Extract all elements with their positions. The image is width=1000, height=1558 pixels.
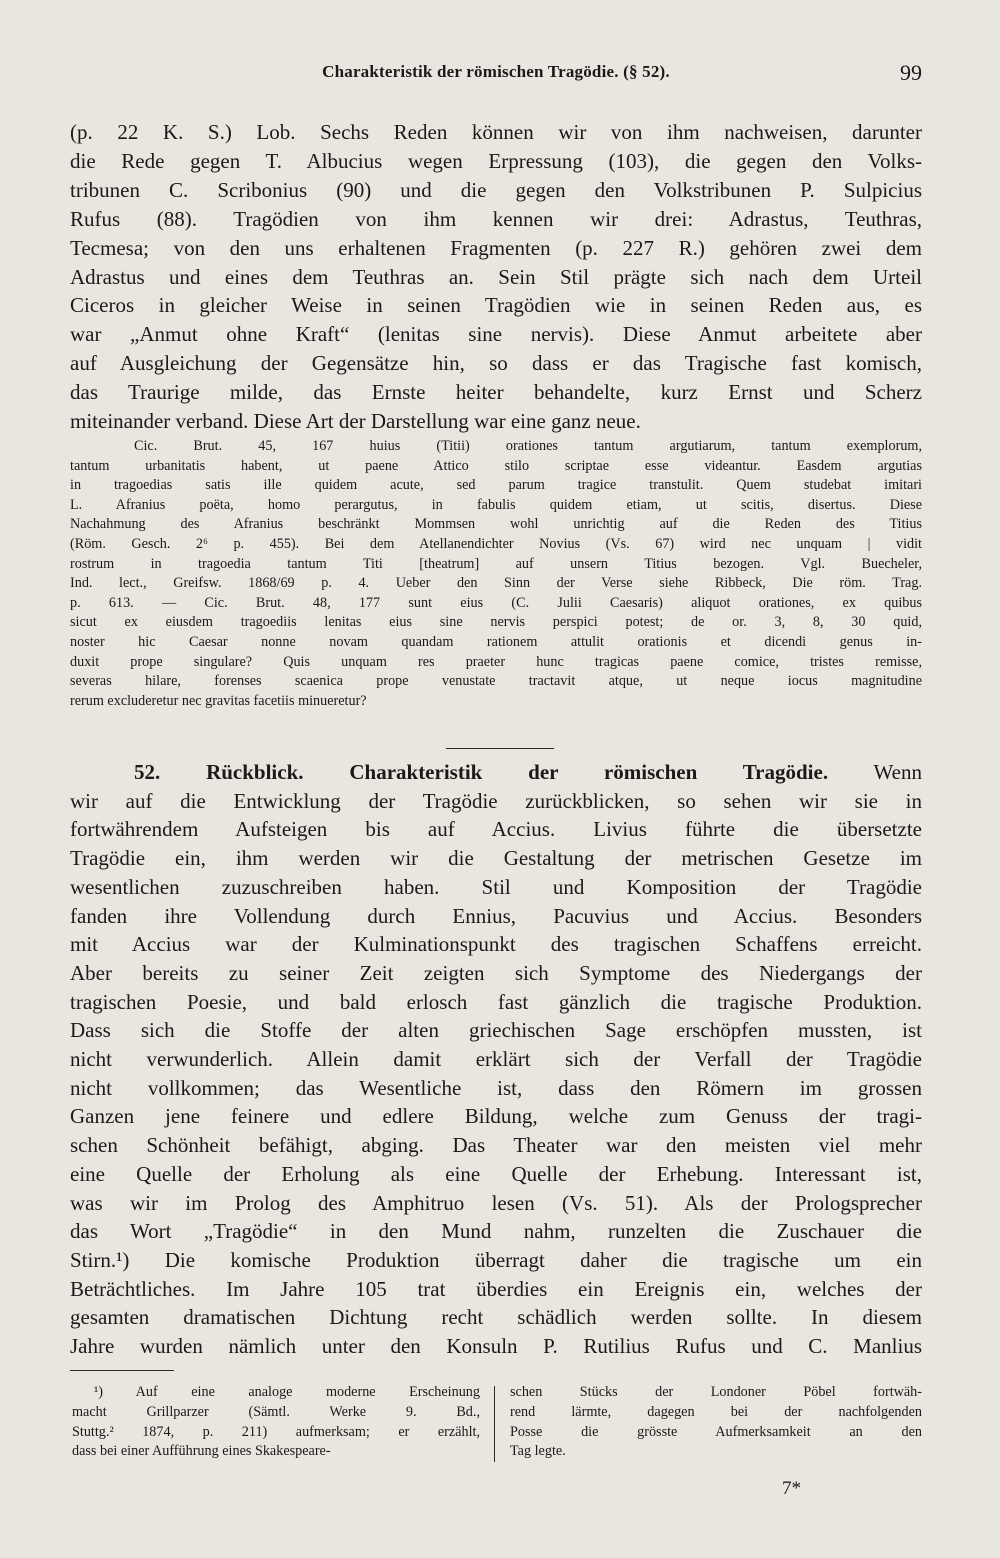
text-line: tribunen C. Scribonius (90) und die gegen den Volkstribunen P. Sulpicius [70, 177, 922, 202]
text-line: fortwährendem Aufsteigen bis auf Accius. Livius führte die übersetzte [70, 817, 922, 842]
text-line: Beträchtliches. Im Jahre 105 trat überdies ein Ereignis ein, welches der [70, 1276, 922, 1301]
text-line: Cic. Brut. 45, 167 huius (Titii) orationes tantum argutiarum, tantum exemplorum, [134, 438, 922, 454]
text-line: Ganzen jene feinere und edlere Bildung, welche zum Genuss der tragi- [70, 1104, 922, 1129]
text-line: Tragödie ein, ihm werden wir die Gestaltung der metrischen Gesetze im [70, 846, 922, 871]
text-line: gesamten dramatischen Dichtung recht schädlich werden sollte. In diesem [70, 1305, 922, 1330]
footnote-rule [70, 1370, 174, 1371]
text-line: Ciceros in gleicher Weise in seinen Tragödien wie in seinen Reden aus, es [70, 293, 922, 318]
text-line: (p. 22 K. S.) Lob. Sechs Reden können wir von ihm nachweisen, darunter [70, 120, 922, 144]
text-line: Jahre wurden nämlich unter den Konsuln P. Rutilius Rufus und C. Manlius [70, 1334, 922, 1359]
text-line: p. 613. — Cic. Brut. 48, 177 sunt eius (C. Julii Caesaris) aliquot orationes, ex quibus [70, 594, 922, 611]
text-line: war „Anmut ohne Kraft“ (lenitas sine nervis). Diese Anmut arbeitete aber [70, 322, 922, 347]
section-52-paragraph [70, 758, 922, 1361]
text-line: severas hilare, forenses scaenica prope venustate tractavit atque, ut neque iocus magnitudine [70, 673, 922, 690]
text-line: fanden ihre Vollendung durch Ennius, Pacuvius und Accius. Besonders [70, 903, 922, 928]
text-line: wir auf die Entwicklung der Tragödie zurückblicken, so sehen wir sie in [70, 788, 922, 813]
text-line: schen Schönheit befähigt, abging. Das Theater war den meisten viel mehr [70, 1133, 922, 1158]
text-line: eine Quelle der Erholung als eine Quelle der Erhebung. Interessant ist, [70, 1161, 922, 1186]
text-line: auf Ausgleichung der Gegensätze hin, so dass er das Tragische fast komisch, [70, 351, 922, 376]
text-line: Adrastus und eines dem Teuthras an. Sein Stil prägte sich nach dem Urteil [70, 264, 922, 289]
text-line: L. Afranius poëta, homo perargutus, in fabulis quidem etiam, ut scitis, disertus. Diese [70, 496, 922, 513]
sheet-signature: 7* [782, 1478, 801, 1499]
text-line: was wir im Prolog des Amphitruo lesen (Vs. 51). Als der Prologsprecher [70, 1190, 922, 1215]
text-line: Tag legte. [510, 1443, 566, 1460]
footnote-column-divider [494, 1386, 495, 1462]
text-line: macht Grillparzer (Sämtl. Werke 9. Bd., [72, 1403, 480, 1420]
text-line: rostrum in tragoedia tantum Titi [theatrum] auf unsern Titius bezogen. Vgl. Buecheler, [70, 555, 922, 572]
text-line: das Wort „Tragödie“ in den Mund nahm, runzelten die Zuschauer die [70, 1219, 922, 1244]
text-line: das Traurige milde, das Ernste heiter behandelte, kurz Ernst und Scherz [70, 380, 922, 405]
text-line: sicut ex eiusdem tragoediis lenitas eius sine nervis perspici potest; de or. 3, 8, 30 quid, [70, 614, 922, 631]
text-line: die Rede gegen T. Albucius wegen Erpressung (103), die gegen den Volks- [70, 148, 922, 173]
text-line: Ind. lect., Greifsw. 1868/69 p. 4. Ueber den Sinn der Verse siehe Ribbeck, Die röm. Trag. [70, 575, 922, 592]
text-line: (Röm. Gesch. 2⁶ p. 455). Bei dem Atellanendichter Novius (Vs. 67) wird nec unquam | vidit [70, 535, 922, 552]
page-number: 99 [900, 60, 922, 85]
text-line: Tecmesa; von den uns erhaltenen Fragmenten (p. 227 R.) gehören zwei dem [70, 235, 922, 260]
section-first-line-rest: Wenn [873, 760, 922, 784]
text-line: Stuttg.² 1874, p. 211) aufmerksam; er erzählt, [72, 1423, 480, 1440]
text-line: dass bei einer Aufführung eines Skakespeare- [72, 1443, 331, 1460]
text-line: rerum excluderetur nec gravitas facetiis minueretur? [70, 692, 367, 709]
footnote-right-column [510, 1383, 922, 1462]
top-paragraph [70, 118, 922, 436]
text-line: mit Accius war der Kulminationspunkt des tragischen Schaffens erreicht. [70, 932, 922, 957]
running-head: Charakteristik der römischen Tragödie. (§ 52). [322, 62, 670, 81]
text-line: tragischen Poesie, und bald erlosch fast gänzlich die tragische Produktion. [70, 989, 922, 1014]
text-line: wesentlichen zuzuschreiben haben. Stil und Komposition der Tragödie [70, 874, 922, 899]
text-line: nicht vollkommen; das Wesentliche ist, dass den Römern im grossen [70, 1075, 922, 1100]
text-line: rend lärmte, dagegen bei der nachfolgenden [510, 1403, 922, 1420]
text-line: ¹) Auf eine analoge moderne Erscheinung [94, 1384, 480, 1400]
latin-quotation-note [70, 437, 922, 711]
text-line: Posse die grösste Aufmerksamkeit an den [510, 1423, 922, 1440]
text-line: Nachahmung des Afranius beschränkt Mommsen wohl unrichtig auf die Reden des Titius [70, 516, 922, 533]
text-line: in tragoedias satis ille quidem acute, sed parum tragice transtulit. Quem studebat imitari [70, 477, 922, 494]
text-line: nicht verwunderlich. Allein damit erklärt sich der Verfall der Tragödie [70, 1047, 922, 1072]
section-first-line [70, 758, 922, 787]
section-separator-rule [446, 748, 554, 749]
text-line: tantum urbanitatis habent, ut paene Attico stilo scriptae esse videantur. Easdem argutias [70, 457, 922, 474]
text-line: miteinander verband. Diese Art der Darstellung war eine ganz neue. [70, 409, 641, 434]
page-header [70, 60, 922, 96]
text-line: Stirn.¹) Die komische Produktion überragt daher die tragische um ein [70, 1247, 922, 1272]
text-line: schen Stücks der Londoner Pöbel fortwäh- [510, 1384, 922, 1400]
section-heading: 52. Rückblick. Charakteristik der römischen Tragödie. [134, 760, 829, 784]
text-line: Rufus (88). Tragödien von ihm kennen wir drei: Adrastus, Teuthras, [70, 206, 922, 231]
text-line: duxit prope singulare? Quis unquam res praeter hunc tragicas paene comice, tristes remisse, [70, 653, 922, 670]
footnote-left-column [72, 1383, 480, 1462]
text-line: noster hic Caesar nonne novam quandam rationem attulit orationis et dicendi genus in- [70, 633, 922, 650]
text-line: Aber bereits zu seiner Zeit zeigten sich Symptome des Niedergangs der [70, 960, 922, 985]
text-line: Dass sich die Stoffe der alten griechischen Sage erschöpfen mussten, ist [70, 1018, 922, 1043]
